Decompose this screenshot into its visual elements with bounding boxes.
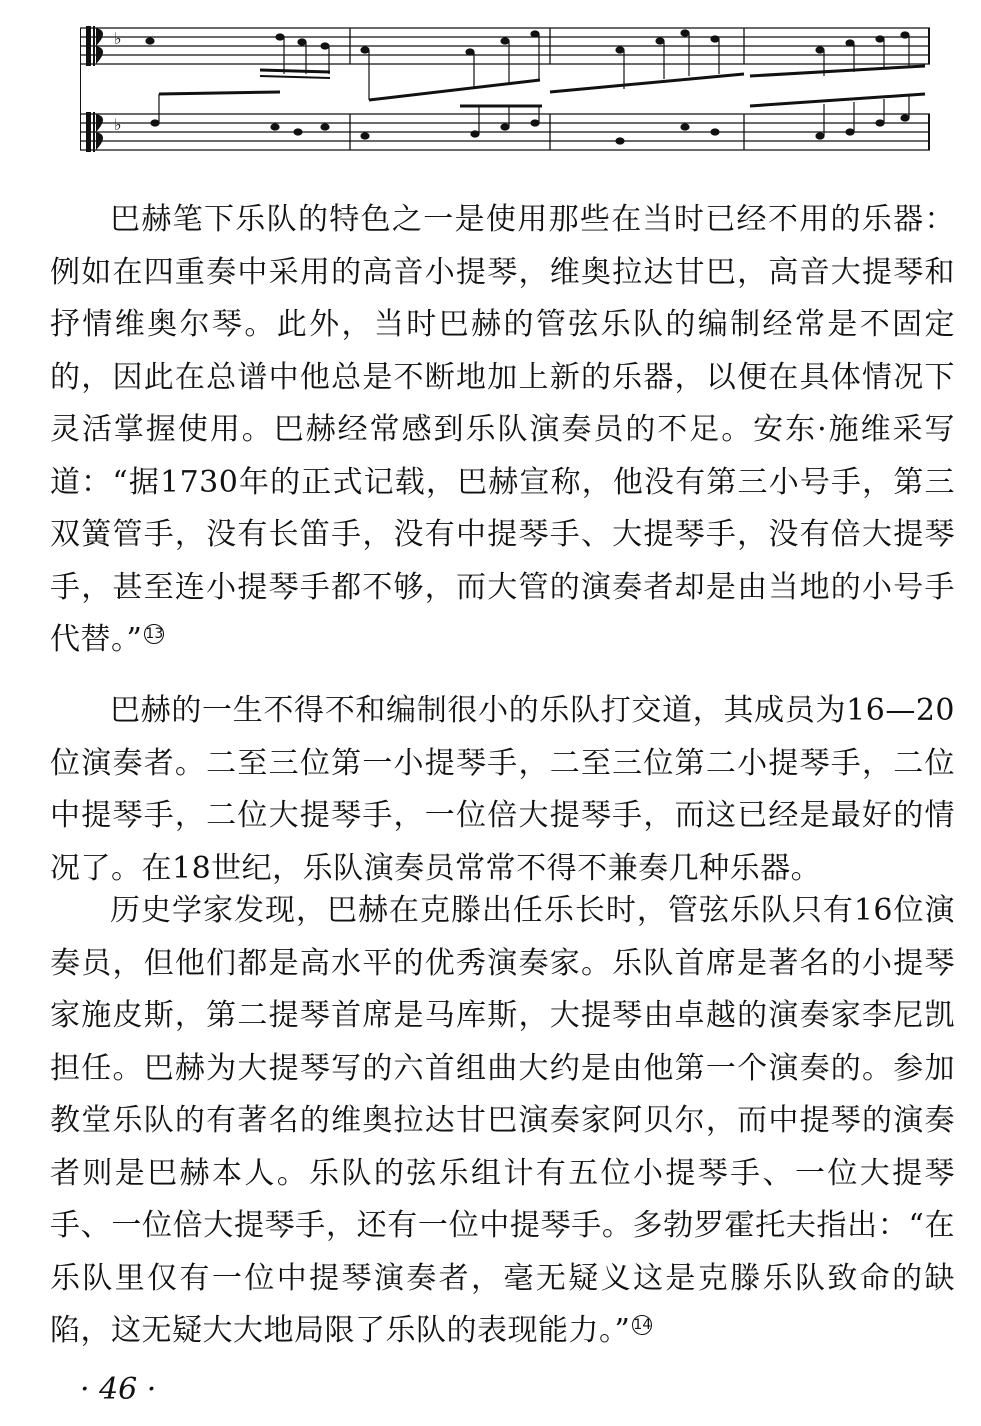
svg-text:♭: ♭ [114,29,122,48]
page-number: · 46 · [80,1372,157,1407]
footnote-marker-14[interactable]: 14 [633,1317,652,1333]
paragraph-2-text: 巴赫的一生不得不和编制很小的乐队打交道，其成员为16—20位演奏者。二至三位第一小提琴手，二至三位第二小提琴手，二位中提琴手，二位大提琴手，一位倍大提琴手，而这已经是最好的情况了。在18世纪，乐队演奏员常常不得不兼奏几种乐器。 [50,693,955,886]
paragraph-3 [50,885,955,1358]
paragraph-1 [50,194,955,667]
footnote-marker-13[interactable]: 13 [145,626,164,642]
paragraph-2 [50,685,955,895]
music-score-excerpt [80,14,930,154]
paragraph-1-text: 巴赫笔下乐队的特色之一是使用那些在当时已经不用的乐器：例如在四重奏中采用的高音小提琴，维奥拉达甘巴，高音大提琴和抒情维奥尔琴。此外，当时巴赫的管弦乐队的编制经常是不固定的，因此在总谱中他总是不断地加上新的乐器，以便在具体情况下灵活掌握使用。巴赫经常感到乐队演奏员的不足。安东·施维采写道：“据1730年的正式记载，巴赫宣称，他没有第三小号手，第三双簧管手，没有长笛手，没有中提琴手、大提琴手，没有倍大提琴手，甚至连小提琴手都不够，而大管的演奏者却是由当地的小号手代替。” [50,202,955,657]
paragraph-3-text: 历史学家发现，巴赫在克滕出任乐长时，管弦乐队只有16位演奏员，但他们都是高水平的优秀演奏家。乐队首席是著名的小提琴家施皮斯，第二提琴首席是马库斯，大提琴由卓越的演奏家李尼凯担任。巴赫为大提琴写的六首组曲大约是由他第一个演奏的。参加教堂乐队的有著名的维奥拉达甘巴演奏家阿贝尔，而中提琴的演奏者则是巴赫本人。乐队的弦乐组计有五位小提琴手、一位大提琴手、一位倍大提琴手，还有一位中提琴手。多勃罗霍托夫指出：“在乐队里仅有一位中提琴演奏者，毫无疑义这是克滕乐队致命的缺陷，这无疑大大地局限了乐队的表现能力。” [50,893,955,1348]
svg-text:♭: ♭ [114,115,122,134]
